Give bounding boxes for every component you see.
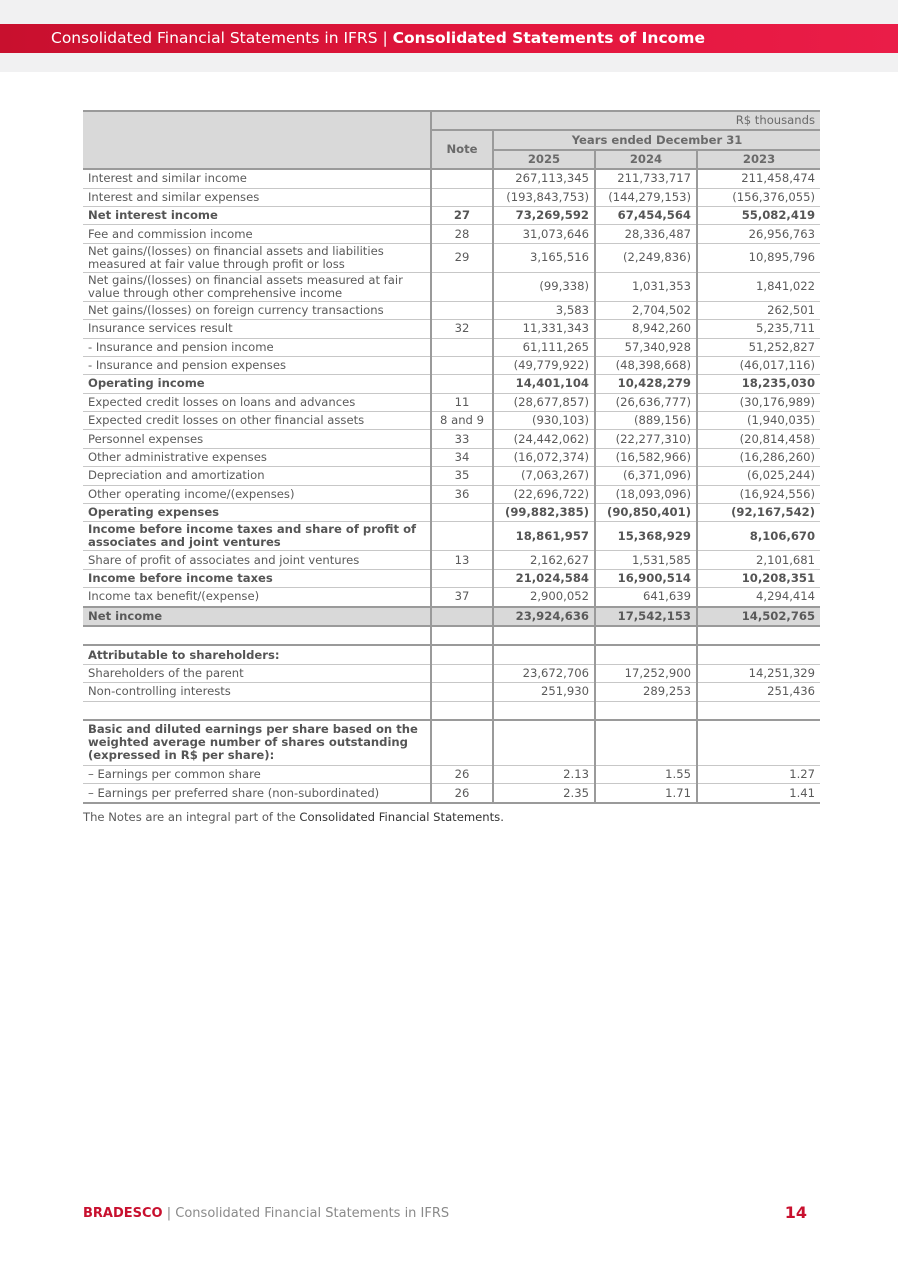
unit-row: [83, 111, 820, 130]
row-note: 28: [431, 225, 493, 243]
row-note: [431, 504, 493, 522]
table-row: [83, 169, 820, 188]
value-2025: 61,111,265: [493, 338, 595, 356]
value-2023: 8,106,670: [697, 522, 820, 551]
value-2023: 1.27: [697, 765, 820, 783]
value-2025: 23,924,636: [493, 607, 595, 626]
value-2023: 55,082,419: [697, 206, 820, 224]
row-note: 26: [431, 784, 493, 803]
row-label: Interest and similar expenses: [83, 188, 431, 206]
value-2024: [595, 720, 697, 766]
row-note: [431, 607, 493, 626]
row-label: Income before income taxes and share of profit of associates and joint ventures: [83, 522, 431, 551]
value-2023: 51,252,827: [697, 338, 820, 356]
value-2024: 57,340,928: [595, 338, 697, 356]
value-2025: (99,882,385): [493, 504, 595, 522]
row-note: [431, 664, 493, 682]
value-2023: 5,235,711: [697, 320, 820, 338]
row-label: Operating income: [83, 375, 431, 393]
value-2025: [493, 720, 595, 766]
table-row: [83, 320, 820, 338]
value-2025: (24,442,062): [493, 430, 595, 448]
row-label: Insurance services result: [83, 320, 431, 338]
footer-title: Consolidated Financial Statements in IFRS: [175, 1206, 450, 1221]
value-2023: (20,814,458): [697, 430, 820, 448]
header-title: Consolidated Statements of Income: [392, 29, 705, 47]
row-note: [431, 169, 493, 188]
period-header: Years ended December 31: [493, 130, 820, 149]
row-note: [431, 701, 493, 720]
row-label: Expected credit losses on other financial assets: [83, 412, 431, 430]
note-header: Note: [431, 130, 493, 169]
row-label: - Insurance and pension expenses: [83, 356, 431, 374]
value-2023: 262,501: [697, 301, 820, 319]
value-2025: 2.35: [493, 784, 595, 803]
value-2023: 18,235,030: [697, 375, 820, 393]
value-2024: (48,398,668): [595, 356, 697, 374]
value-2024: (2,249,836): [595, 243, 697, 272]
value-2025: 3,165,516: [493, 243, 595, 272]
value-2025: (28,677,857): [493, 393, 595, 411]
table-row: [83, 412, 820, 430]
value-2023: 10,208,351: [697, 569, 820, 587]
table-row: [83, 301, 820, 319]
row-label: – Earnings per preferred share (non-subordinated): [83, 784, 431, 803]
value-2024: 17,252,900: [595, 664, 697, 682]
header-bar: [0, 24, 898, 53]
table-row: [83, 720, 820, 766]
row-label: Fee and commission income: [83, 225, 431, 243]
row-label: Other administrative expenses: [83, 448, 431, 466]
value-2023: [697, 701, 820, 720]
year-header: 2023: [697, 150, 820, 169]
footnote-text: The Notes are an integral part of the: [83, 810, 300, 824]
value-2023: 14,502,765: [697, 607, 820, 626]
table-row: [83, 765, 820, 783]
value-2023: [697, 645, 820, 664]
row-label: Operating expenses: [83, 504, 431, 522]
footer-separator: |: [166, 1206, 172, 1221]
value-2023: (1,940,035): [697, 412, 820, 430]
value-2024: 17,542,153: [595, 607, 697, 626]
header-section: Consolidated Financial Statements in IFRS: [51, 29, 378, 47]
row-note: [431, 720, 493, 766]
table-row: [83, 645, 820, 664]
value-2023: 26,956,763: [697, 225, 820, 243]
value-2025: 2.13: [493, 765, 595, 783]
value-2025: 267,113,345: [493, 169, 595, 188]
value-2024: (6,371,096): [595, 467, 697, 485]
table-row: [83, 206, 820, 224]
value-2024: 1.71: [595, 784, 697, 803]
income-statement: [83, 110, 820, 804]
row-label: Depreciation and amortization: [83, 467, 431, 485]
table-row: [83, 356, 820, 374]
page-footer: [83, 1206, 449, 1221]
row-note: [431, 522, 493, 551]
table-row: [83, 522, 820, 551]
row-label: Income tax benefit/(expense): [83, 588, 431, 607]
table-row: [83, 243, 820, 272]
table-row: [83, 430, 820, 448]
value-2024: 641,639: [595, 588, 697, 607]
table-row: [83, 448, 820, 466]
row-note: [431, 569, 493, 587]
table-row: [83, 485, 820, 503]
page-number: 14: [784, 1203, 807, 1222]
row-label: Expected credit losses on loans and advances: [83, 393, 431, 411]
row-label: Net gains/(losses) on foreign currency transactions: [83, 301, 431, 319]
value-2023: 14,251,329: [697, 664, 820, 682]
table-row: [83, 375, 820, 393]
row-note: 34: [431, 448, 493, 466]
row-note: 27: [431, 206, 493, 224]
value-2023: [697, 720, 820, 766]
row-note: 8 and 9: [431, 412, 493, 430]
value-2024: (144,279,153): [595, 188, 697, 206]
table-row: [83, 338, 820, 356]
value-2025: (930,103): [493, 412, 595, 430]
value-2025: 31,073,646: [493, 225, 595, 243]
value-2025: [493, 645, 595, 664]
value-2023: [697, 626, 820, 645]
value-2024: [595, 626, 697, 645]
row-note: [431, 188, 493, 206]
value-2023: (156,376,055): [697, 188, 820, 206]
row-label: [83, 626, 431, 645]
row-note: 26: [431, 765, 493, 783]
value-2024: 16,900,514: [595, 569, 697, 587]
brand-name: BRADESCO: [83, 1206, 163, 1221]
row-label: Attributable to shareholders:: [83, 645, 431, 664]
table-row: [83, 626, 820, 645]
value-2025: (193,843,753): [493, 188, 595, 206]
value-2023: 10,895,796: [697, 243, 820, 272]
table-row: [83, 569, 820, 587]
label-header-cell: [83, 111, 431, 169]
row-note: 36: [431, 485, 493, 503]
table-row: [83, 784, 820, 803]
value-2024: 2,704,502: [595, 301, 697, 319]
value-2024: 289,253: [595, 683, 697, 701]
value-2023: (6,025,244): [697, 467, 820, 485]
row-label: - Insurance and pension income: [83, 338, 431, 356]
value-2024: 15,368,929: [595, 522, 697, 551]
value-2023: 211,458,474: [697, 169, 820, 188]
table-row: [83, 272, 820, 301]
value-2024: (90,850,401): [595, 504, 697, 522]
value-2023: (46,017,116): [697, 356, 820, 374]
value-2024: [595, 701, 697, 720]
footnote-emphasis: Consolidated Financial Statements.: [299, 810, 504, 824]
value-2023: 1.41: [697, 784, 820, 803]
value-2025: 2,900,052: [493, 588, 595, 607]
value-2024: 8,942,260: [595, 320, 697, 338]
value-2024: 28,336,487: [595, 225, 697, 243]
row-note: 13: [431, 551, 493, 569]
value-2024: (26,636,777): [595, 393, 697, 411]
row-note: 29: [431, 243, 493, 272]
value-2023: 2,101,681: [697, 551, 820, 569]
table-row: [83, 683, 820, 701]
row-label: – Earnings per common share: [83, 765, 431, 783]
value-2024: 10,428,279: [595, 375, 697, 393]
value-2024: 1.55: [595, 765, 697, 783]
row-note: [431, 375, 493, 393]
row-note: 37: [431, 588, 493, 607]
value-2025: 251,930: [493, 683, 595, 701]
table-row: [83, 393, 820, 411]
row-note: [431, 356, 493, 374]
income-table: [83, 110, 820, 804]
row-note: [431, 683, 493, 701]
value-2024: 1,031,353: [595, 272, 697, 301]
value-2025: [493, 626, 595, 645]
value-2024: 211,733,717: [595, 169, 697, 188]
value-2025: 21,024,584: [493, 569, 595, 587]
table-row: [83, 664, 820, 682]
row-label: Net gains/(losses) on financial assets measured at fair value through other comprehensive income: [83, 272, 431, 301]
row-label: Shareholders of the parent: [83, 664, 431, 682]
value-2025: (99,338): [493, 272, 595, 301]
row-note: [431, 338, 493, 356]
year-header: 2025: [493, 150, 595, 169]
table-row: [83, 225, 820, 243]
row-label: Share of profit of associates and joint ventures: [83, 551, 431, 569]
value-2023: 1,841,022: [697, 272, 820, 301]
row-note: [431, 272, 493, 301]
row-note: [431, 626, 493, 645]
row-note: [431, 301, 493, 319]
value-2025: (22,696,722): [493, 485, 595, 503]
value-2025: 18,861,957: [493, 522, 595, 551]
footnote: [83, 810, 504, 824]
value-2025: (49,779,922): [493, 356, 595, 374]
table-row: [83, 467, 820, 485]
value-2025: 14,401,104: [493, 375, 595, 393]
value-2025: 11,331,343: [493, 320, 595, 338]
value-2024: 1,531,585: [595, 551, 697, 569]
row-note: 11: [431, 393, 493, 411]
row-label: Non-controlling interests: [83, 683, 431, 701]
value-2025: 3,583: [493, 301, 595, 319]
value-2023: 251,436: [697, 683, 820, 701]
value-2025: (16,072,374): [493, 448, 595, 466]
value-2024: (22,277,310): [595, 430, 697, 448]
row-label: Personnel expenses: [83, 430, 431, 448]
table-row: [83, 551, 820, 569]
value-2025: [493, 701, 595, 720]
row-label: Other operating income/(expenses): [83, 485, 431, 503]
value-2025: 2,162,627: [493, 551, 595, 569]
value-2024: (18,093,096): [595, 485, 697, 503]
header-separator: |: [382, 29, 388, 47]
row-label: Net income: [83, 607, 431, 626]
value-2024: (889,156): [595, 412, 697, 430]
value-2025: 23,672,706: [493, 664, 595, 682]
value-2023: (16,924,556): [697, 485, 820, 503]
value-2024: (16,582,966): [595, 448, 697, 466]
row-label: Interest and similar income: [83, 169, 431, 188]
row-label: Net interest income: [83, 206, 431, 224]
row-note: 35: [431, 467, 493, 485]
value-2024: [595, 645, 697, 664]
row-note: 32: [431, 320, 493, 338]
row-note: 33: [431, 430, 493, 448]
table-row: [83, 701, 820, 720]
row-label: Basic and diluted earnings per share based on the weighted average number of shares outstanding (expressed in R$ per share):: [83, 720, 431, 766]
table-row: [83, 188, 820, 206]
value-2023: (92,167,542): [697, 504, 820, 522]
row-note: [431, 645, 493, 664]
row-label: Net gains/(losses) on financial assets and liabilities measured at fair value through profit or loss: [83, 243, 431, 272]
table-row: [83, 607, 820, 626]
unit-label: R$ thousands: [431, 111, 820, 130]
value-2025: 73,269,592: [493, 206, 595, 224]
value-2023: (16,286,260): [697, 448, 820, 466]
year-header: 2024: [595, 150, 697, 169]
value-2024: 67,454,564: [595, 206, 697, 224]
value-2023: 4,294,414: [697, 588, 820, 607]
row-label: [83, 701, 431, 720]
row-label: Income before income taxes: [83, 569, 431, 587]
value-2025: (7,063,267): [493, 467, 595, 485]
value-2023: (30,176,989): [697, 393, 820, 411]
table-row: [83, 504, 820, 522]
table-row: [83, 588, 820, 607]
